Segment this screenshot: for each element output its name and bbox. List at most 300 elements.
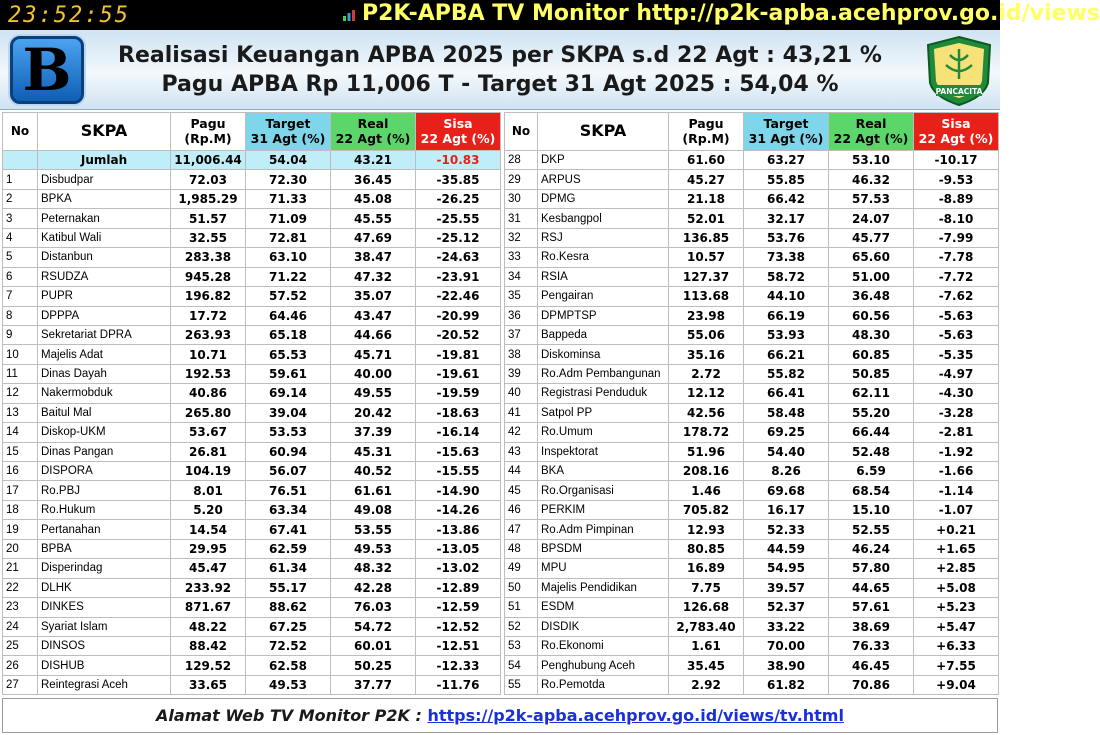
row-pagu: 1,985.29: [171, 189, 246, 208]
row-real: 62.11: [829, 384, 914, 403]
skpa-table-right: [504, 112, 999, 695]
row-pagu: 1.46: [669, 481, 744, 500]
row-pagu: 113.68: [669, 287, 744, 306]
row-real: 47.69: [331, 228, 416, 247]
row-sisa: -22.46: [416, 287, 501, 306]
row-real: 36.45: [331, 170, 416, 189]
row-target: 57.52: [246, 287, 331, 306]
header-pagu: Pagu (Rp.M): [669, 113, 744, 151]
row-sisa: -24.63: [416, 248, 501, 267]
row-target: 58.48: [744, 403, 829, 422]
header-pagu: Pagu (Rp.M): [171, 113, 246, 151]
header-real: Real 22 Agt (%): [331, 113, 416, 151]
table-row: [505, 209, 999, 228]
row-real: 52.55: [829, 520, 914, 539]
row-sisa: -35.85: [416, 170, 501, 189]
row-target: 54.40: [744, 442, 829, 461]
row-sisa: +5.23: [914, 598, 999, 617]
row-pagu: 45.27: [669, 170, 744, 189]
row-sisa: -26.25: [416, 189, 501, 208]
table-row: [3, 520, 501, 539]
table-row: [505, 423, 999, 442]
table-row: [3, 598, 501, 617]
row-target: 44.10: [744, 287, 829, 306]
row-target: 60.94: [246, 442, 331, 461]
row-pagu: 26.81: [171, 442, 246, 461]
table-row: [3, 248, 501, 267]
row-pagu: 29.95: [171, 539, 246, 558]
row-pagu: 265.80: [171, 403, 246, 422]
row-target: 53.53: [246, 423, 331, 442]
row-target: 39.04: [246, 403, 331, 422]
row-target: 62.58: [246, 656, 331, 675]
row-target: 65.18: [246, 325, 331, 344]
row-real: 45.31: [331, 442, 416, 461]
row-pagu: 2,783.40: [669, 617, 744, 636]
table-row: [505, 559, 999, 578]
row-target: 72.30: [246, 170, 331, 189]
row-skpa-name: Bappeda: [538, 325, 669, 344]
row-no: 19: [3, 520, 38, 539]
row-no: 10: [3, 345, 38, 364]
row-pagu: 52.01: [669, 209, 744, 228]
row-real: 60.85: [829, 345, 914, 364]
row-target: 56.07: [246, 462, 331, 481]
table-row: [505, 617, 999, 636]
row-sisa: -13.86: [416, 520, 501, 539]
row-skpa-name: PUPR: [38, 287, 171, 306]
row-pagu: 945.28: [171, 267, 246, 286]
row-real: 57.53: [829, 189, 914, 208]
row-target: 67.41: [246, 520, 331, 539]
row-sisa: +2.85: [914, 559, 999, 578]
table-row: [3, 675, 501, 694]
row-no: 41: [505, 403, 538, 422]
row-pagu: 14.54: [171, 520, 246, 539]
row-sisa: +5.47: [914, 617, 999, 636]
table-row: [505, 306, 999, 325]
table-row: [3, 189, 501, 208]
row-real: 70.86: [829, 675, 914, 694]
row-skpa-name: Ro.Adm Pimpinan: [538, 520, 669, 539]
row-no: 20: [3, 539, 38, 558]
row-skpa-name: DPMG: [538, 189, 669, 208]
row-pagu: 1.61: [669, 636, 744, 655]
row-real: 35.07: [331, 287, 416, 306]
row-no: 40: [505, 384, 538, 403]
table-row: [505, 636, 999, 655]
table-row: [3, 384, 501, 403]
row-real: 61.61: [331, 481, 416, 500]
table-row: [505, 403, 999, 422]
row-skpa-name: Peternakan: [38, 209, 171, 228]
row-pagu: 33.65: [171, 675, 246, 694]
table-row: [3, 364, 501, 383]
row-target: 71.33: [246, 189, 331, 208]
table-row: [3, 403, 501, 422]
row-real: 45.77: [829, 228, 914, 247]
row-real: 49.55: [331, 384, 416, 403]
row-sisa: -12.52: [416, 617, 501, 636]
row-skpa-name: Sekretariat DPRA: [38, 325, 171, 344]
row-no: 26: [3, 656, 38, 675]
row-target: 52.33: [744, 520, 829, 539]
row-real: 49.08: [331, 500, 416, 519]
table-row: [505, 539, 999, 558]
row-no: 45: [505, 481, 538, 500]
row-target: 44.59: [744, 539, 829, 558]
row-target: 32.17: [744, 209, 829, 228]
row-target: 38.90: [744, 656, 829, 675]
table-row: [3, 345, 501, 364]
row-skpa-name: PERKIM: [538, 500, 669, 519]
row-pagu: 21.18: [669, 189, 744, 208]
table-row: [3, 578, 501, 597]
row-real: 43.47: [331, 306, 416, 325]
table-row: [505, 345, 999, 364]
row-pagu: 871.67: [171, 598, 246, 617]
row-target: 8.26: [744, 462, 829, 481]
row-sisa: -15.55: [416, 462, 501, 481]
row-no: 13: [3, 403, 38, 422]
row-sisa: -15.63: [416, 442, 501, 461]
row-target: 66.42: [744, 189, 829, 208]
row-no: 16: [3, 462, 38, 481]
row-skpa-name: DPPPA: [38, 306, 171, 325]
row-sisa: -12.89: [416, 578, 501, 597]
row-pagu: 705.82: [669, 500, 744, 519]
row-sisa: +9.04: [914, 675, 999, 694]
row-no: 11: [3, 364, 38, 383]
row-real: 52.48: [829, 442, 914, 461]
row-no: 6: [3, 267, 38, 286]
aceh-crest-icon: [924, 35, 994, 107]
row-target: 72.52: [246, 636, 331, 655]
table-row: [505, 267, 999, 286]
table-row: [505, 189, 999, 208]
row-target: 63.27: [744, 151, 829, 170]
table-row: [505, 287, 999, 306]
row-skpa-name: RSJ: [538, 228, 669, 247]
row-sisa: -7.62: [914, 287, 999, 306]
row-skpa-name: Diskop-UKM: [38, 423, 171, 442]
footer-link[interactable]: https://p2k-apba.acehprov.go.id/views/tv.html: [427, 706, 844, 725]
footer-label: Alamat Web TV Monitor P2K :: [156, 706, 428, 725]
row-target: 67.25: [246, 617, 331, 636]
row-no: 32: [505, 228, 538, 247]
row-pagu: 51.96: [669, 442, 744, 461]
page-subtitle: Pagu APBA Rp 11,006 T - Target 31 Agt 2025 : 54,04 %: [161, 72, 839, 97]
row-pagu: 283.38: [171, 248, 246, 267]
row-no: 7: [3, 287, 38, 306]
row-sisa: -9.53: [914, 170, 999, 189]
row-sisa: -7.99: [914, 228, 999, 247]
row-real: 54.72: [331, 617, 416, 636]
header-sisa: Sisa 22 Agt (%): [914, 113, 999, 151]
row-sisa: -19.61: [416, 364, 501, 383]
row-real: 45.55: [331, 209, 416, 228]
row-skpa-name: Ro.Kesra: [538, 248, 669, 267]
row-sisa: -8.89: [914, 189, 999, 208]
row-target: 69.14: [246, 384, 331, 403]
row-sisa: -12.33: [416, 656, 501, 675]
table-row: [3, 306, 501, 325]
row-no: 52: [505, 617, 538, 636]
row-no: 17: [3, 481, 38, 500]
table-row: [505, 656, 999, 675]
row-target: 69.25: [744, 423, 829, 442]
row-no: 25: [3, 636, 38, 655]
footer: [2, 698, 998, 733]
table-row: [3, 481, 501, 500]
row-real: 76.33: [829, 636, 914, 655]
row-target: 65.53: [246, 345, 331, 364]
row-pagu: 16.89: [669, 559, 744, 578]
row-pagu: 196.82: [171, 287, 246, 306]
row-skpa-name: Reintegrasi Aceh: [38, 675, 171, 694]
row-pagu: 178.72: [669, 423, 744, 442]
row-target: 58.72: [744, 267, 829, 286]
row-skpa-name: Nakermobduk: [38, 384, 171, 403]
row-pagu: 61.60: [669, 151, 744, 170]
row-target: 69.68: [744, 481, 829, 500]
row-pagu: 12.12: [669, 384, 744, 403]
row-real: 55.20: [829, 403, 914, 422]
row-skpa-name: BPKA: [38, 189, 171, 208]
row-no: 44: [505, 462, 538, 481]
row-pagu: 80.85: [669, 539, 744, 558]
row-target: 55.17: [246, 578, 331, 597]
header-banner: [0, 30, 1000, 110]
row-sisa: +5.08: [914, 578, 999, 597]
row-real: 46.24: [829, 539, 914, 558]
header-target: Target 31 Agt (%): [246, 113, 331, 151]
row-pagu: 53.67: [171, 423, 246, 442]
row-skpa-name: ESDM: [538, 598, 669, 617]
table-row: [505, 578, 999, 597]
row-sisa: -4.30: [914, 384, 999, 403]
table-row: [505, 170, 999, 189]
row-skpa-name: DISHUB: [38, 656, 171, 675]
row-real: 49.53: [331, 539, 416, 558]
row-sisa: -25.55: [416, 209, 501, 228]
chart-icon: [342, 8, 356, 22]
table-row: [505, 675, 999, 694]
row-real: 51.00: [829, 267, 914, 286]
row-skpa-name: DKP: [538, 151, 669, 170]
table-row: [505, 248, 999, 267]
row-no: 3: [3, 209, 38, 228]
row-skpa-name: Disbudpar: [38, 170, 171, 189]
row-skpa-name: Ro.Organisasi: [538, 481, 669, 500]
row-real: 60.56: [829, 306, 914, 325]
row-no: 36: [505, 306, 538, 325]
row-skpa-name: Dinas Dayah: [38, 364, 171, 383]
row-no: 33: [505, 248, 538, 267]
row-target: 53.93: [744, 325, 829, 344]
row-pagu: 40.86: [171, 384, 246, 403]
row-skpa-name: Dinas Pangan: [38, 442, 171, 461]
row-skpa-name: Ro.PBJ: [38, 481, 171, 500]
row-target: 55.85: [744, 170, 829, 189]
monitor-title: P2K-APBA TV Monitor http://p2k-apba.acehprov.go.id/views: [362, 1, 1100, 26]
table-header-row: [3, 113, 501, 151]
row-real: 48.32: [331, 559, 416, 578]
table-row: [3, 636, 501, 655]
row-pagu: 35.16: [669, 345, 744, 364]
row-pagu: 8.01: [171, 481, 246, 500]
row-skpa-name: Katibul Wali: [38, 228, 171, 247]
row-pagu: 129.52: [171, 656, 246, 675]
row-sisa: -20.99: [416, 306, 501, 325]
row-pagu: 208.16: [669, 462, 744, 481]
row-real: 37.39: [331, 423, 416, 442]
row-no: 15: [3, 442, 38, 461]
row-target: 88.62: [246, 598, 331, 617]
row-pagu: 72.03: [171, 170, 246, 189]
table-row: [3, 170, 501, 189]
row-target: 66.19: [744, 306, 829, 325]
crest-label: PANCACITA: [935, 87, 983, 96]
row-real: 44.65: [829, 578, 914, 597]
row-pagu: 136.85: [669, 228, 744, 247]
row-real: 47.32: [331, 267, 416, 286]
row-real: 6.59: [829, 462, 914, 481]
row-pagu: 32.55: [171, 228, 246, 247]
table-row: [3, 656, 501, 675]
row-pagu: 55.06: [669, 325, 744, 344]
row-real: 36.48: [829, 287, 914, 306]
row-sisa: -5.63: [914, 325, 999, 344]
row-real: 60.01: [331, 636, 416, 655]
row-skpa-name: DPMPTSP: [538, 306, 669, 325]
row-skpa-name: BKA: [538, 462, 669, 481]
row-sisa: -10.17: [914, 151, 999, 170]
row-target: 53.76: [744, 228, 829, 247]
row-skpa-name: DINKES: [38, 598, 171, 617]
row-target: 59.61: [246, 364, 331, 383]
row-skpa-name: Ro.Ekonomi: [538, 636, 669, 655]
row-pagu: 45.47: [171, 559, 246, 578]
total-sisa: -10.83: [416, 151, 501, 170]
row-pagu: 7.75: [669, 578, 744, 597]
b-logo: [10, 36, 84, 104]
row-pagu: 17.72: [171, 306, 246, 325]
row-sisa: -19.59: [416, 384, 501, 403]
row-target: 62.59: [246, 539, 331, 558]
row-real: 57.80: [829, 559, 914, 578]
row-no: 18: [3, 500, 38, 519]
clock: 23:52:55: [8, 3, 130, 28]
top-bar: [0, 0, 1100, 30]
row-skpa-name: Satpol PP: [538, 403, 669, 422]
table-row: [3, 287, 501, 306]
row-skpa-name: DISPORA: [38, 462, 171, 481]
total-no: [3, 151, 38, 170]
row-no: 34: [505, 267, 538, 286]
row-no: 51: [505, 598, 538, 617]
row-pagu: 35.45: [669, 656, 744, 675]
row-skpa-name: ARPUS: [538, 170, 669, 189]
row-no: 14: [3, 423, 38, 442]
row-sisa: -1.92: [914, 442, 999, 461]
row-target: 66.41: [744, 384, 829, 403]
row-no: 28: [505, 151, 538, 170]
total-real: 43.21: [331, 151, 416, 170]
row-skpa-name: BPSDM: [538, 539, 669, 558]
row-sisa: -23.91: [416, 267, 501, 286]
table-row: [505, 325, 999, 344]
table-row: [3, 442, 501, 461]
row-real: 50.25: [331, 656, 416, 675]
row-real: 15.10: [829, 500, 914, 519]
row-no: 8: [3, 306, 38, 325]
row-target: 33.22: [744, 617, 829, 636]
table-row: [505, 500, 999, 519]
row-no: 47: [505, 520, 538, 539]
row-sisa: -19.81: [416, 345, 501, 364]
row-no: 43: [505, 442, 538, 461]
row-real: 38.47: [331, 248, 416, 267]
row-sisa: -2.81: [914, 423, 999, 442]
row-skpa-name: RSUDZA: [38, 267, 171, 286]
total-label: Jumlah: [38, 151, 171, 170]
table-row: [3, 325, 501, 344]
row-skpa-name: RSIA: [538, 267, 669, 286]
b-logo-letter: B: [22, 36, 72, 104]
table-row: [505, 364, 999, 383]
row-skpa-name: BPBA: [38, 539, 171, 558]
row-sisa: -25.12: [416, 228, 501, 247]
row-real: 37.77: [331, 675, 416, 694]
row-no: 9: [3, 325, 38, 344]
row-pagu: 2.72: [669, 364, 744, 383]
row-sisa: -20.52: [416, 325, 501, 344]
row-sisa: -14.26: [416, 500, 501, 519]
header-skpa: SKPA: [38, 113, 171, 151]
row-sisa: -7.78: [914, 248, 999, 267]
row-real: 40.00: [331, 364, 416, 383]
table-row: [505, 442, 999, 461]
row-sisa: -8.10: [914, 209, 999, 228]
header-no: No: [3, 113, 38, 151]
row-real: 57.61: [829, 598, 914, 617]
row-no: 37: [505, 325, 538, 344]
row-target: 76.51: [246, 481, 331, 500]
row-no: 48: [505, 539, 538, 558]
row-no: 29: [505, 170, 538, 189]
row-target: 70.00: [744, 636, 829, 655]
row-real: 45.71: [331, 345, 416, 364]
table-row: [505, 598, 999, 617]
table-row: [3, 423, 501, 442]
row-real: 53.55: [331, 520, 416, 539]
row-no: 31: [505, 209, 538, 228]
row-real: 44.66: [331, 325, 416, 344]
row-sisa: +1.65: [914, 539, 999, 558]
row-sisa: -3.28: [914, 403, 999, 422]
row-skpa-name: Baitul Mal: [38, 403, 171, 422]
row-real: 40.52: [331, 462, 416, 481]
table-row: [3, 559, 501, 578]
row-pagu: 42.56: [669, 403, 744, 422]
row-skpa-name: DINSOS: [38, 636, 171, 655]
row-pagu: 12.93: [669, 520, 744, 539]
row-skpa-name: Majelis Pendidikan: [538, 578, 669, 597]
row-real: 24.07: [829, 209, 914, 228]
row-sisa: -12.59: [416, 598, 501, 617]
row-real: 45.08: [331, 189, 416, 208]
